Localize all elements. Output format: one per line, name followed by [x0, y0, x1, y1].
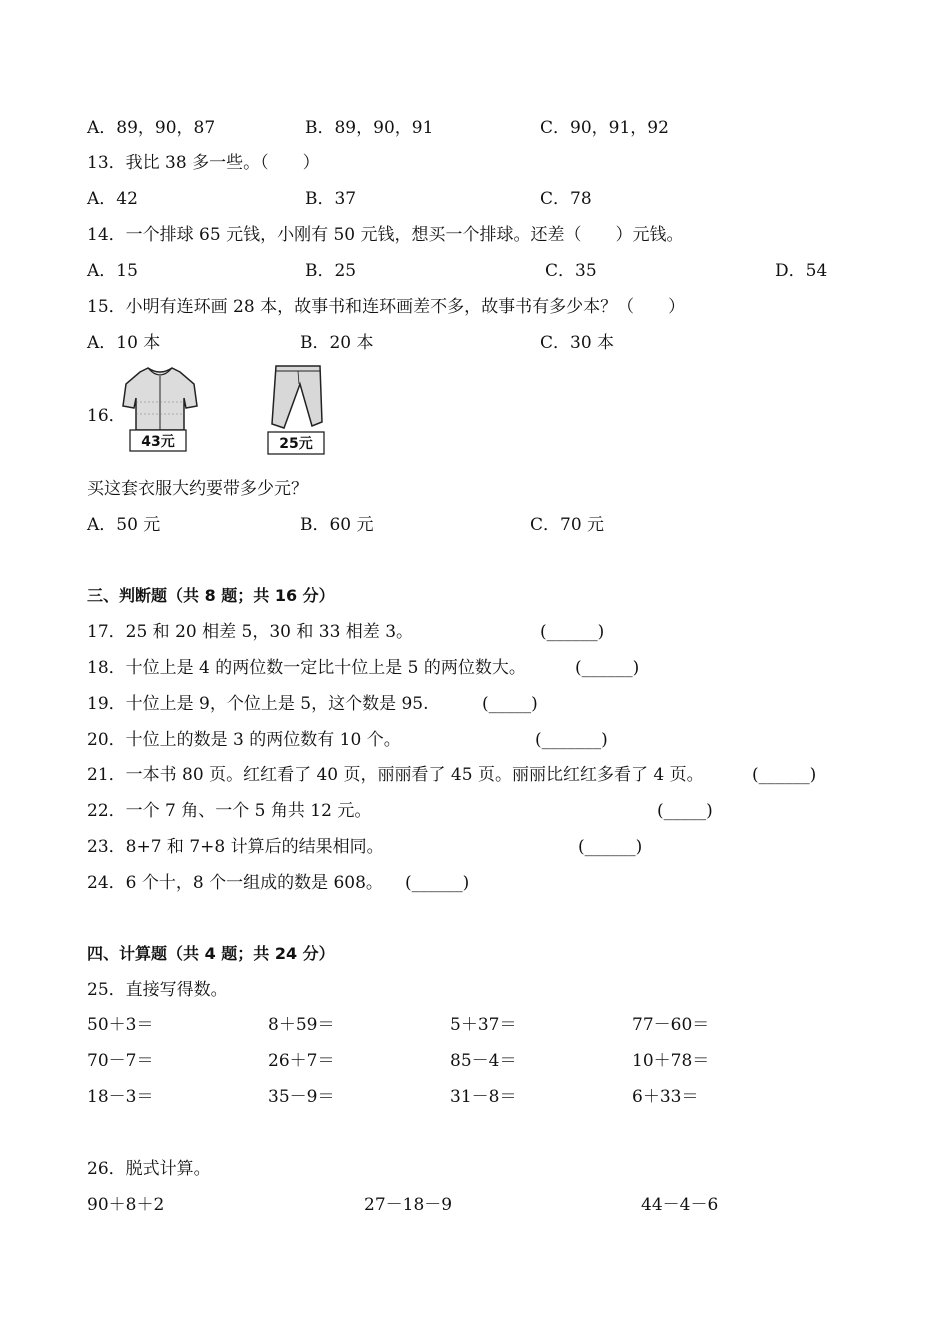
q22-blank: (_____)	[657, 801, 713, 821]
q22-text: 22．一个 7 角、一个 5 角共 12 元。	[87, 801, 372, 821]
q14-option-b: B．25	[305, 261, 357, 281]
q12-option-c: C．90，91，92	[540, 118, 669, 138]
q14-option-c: C．35	[545, 261, 597, 281]
q21-text: 21．一本书 80 页。红红看了 40 页，丽丽看了 45 页。丽丽比红红多看了 4 页。	[87, 765, 704, 785]
q16-option-a: A．50 元	[87, 515, 161, 535]
q20-text: 20．十位上的数是 3 的两位数有 10 个。	[87, 730, 401, 750]
q23-text: 23．8+7 和 7+8 计算后的结果相同。	[87, 837, 384, 857]
q23-blank: (______)	[578, 837, 643, 857]
calc-item: 77－60＝	[632, 1015, 710, 1035]
q25-stem: 25．直接写得数。	[87, 980, 228, 1000]
q18-text: 18．十位上是 4 的两位数一定比十位上是 5 的两位数大。	[87, 658, 526, 678]
section3-title: 三、判断题（共 8 题；共 16 分）	[87, 586, 335, 605]
calc-item: 18－3＝	[87, 1087, 154, 1107]
calc-item: 5＋37＝	[450, 1015, 517, 1035]
q21-blank: (______)	[752, 765, 817, 785]
q14-stem: 14．一个排球 65 元钱，小刚有 50 元钱，想买一个排球。还差（ ）元钱。	[87, 225, 684, 245]
q20-blank: (_______)	[535, 730, 608, 750]
q24-blank: (______)	[405, 873, 470, 893]
q16-number: 16．	[87, 406, 126, 426]
q13-option-a: A．42	[87, 189, 138, 209]
q14-option-a: A．15	[87, 261, 138, 281]
calc-item: 70－7＝	[87, 1051, 154, 1071]
section4-title: 四、计算题（共 4 题；共 24 分）	[87, 944, 335, 963]
q16-stem: 买这套衣服大约要带多少元？	[87, 479, 308, 499]
q26-item: 27－18－9	[364, 1195, 453, 1215]
q16-option-b: B．60 元	[300, 515, 374, 535]
q24-text: 24．6 个十，8 个一组成的数是 608。	[87, 873, 383, 893]
q19-text: 19．十位上是 9，个位上是 5，这个数是 95.	[87, 694, 429, 714]
q19-blank: (_____)	[482, 694, 538, 714]
shirt-illustration	[120, 362, 200, 454]
q15-option-b: B．20 本	[300, 333, 374, 353]
q15-option-c: C．30 本	[540, 333, 615, 353]
calc-item: 35－9＝	[268, 1087, 335, 1107]
q14-option-d: D．54	[775, 261, 828, 281]
q13-option-b: B．37	[305, 189, 357, 209]
q12-option-b: B．89，90，91	[305, 118, 434, 138]
q16-option-c: C．70 元	[530, 515, 605, 535]
q15-option-a: A．10 本	[87, 333, 161, 353]
calc-item: 26＋7＝	[268, 1051, 335, 1071]
q15-stem: 15．小明有连环画 28 本，故事书和连环画差不多，故事书有多少本？（ ）	[87, 297, 686, 317]
calc-item: 10＋78＝	[632, 1051, 710, 1071]
q17-text: 17．25 和 20 相差 5，30 和 33 相差 3。	[87, 622, 414, 642]
q17-blank: (______)	[540, 622, 605, 642]
q18-blank: (______)	[575, 658, 640, 678]
pants-illustration	[262, 362, 332, 458]
q13-option-c: C．78	[540, 189, 592, 209]
pants-price-label: 25元	[279, 436, 313, 452]
calc-item: 6＋33＝	[632, 1087, 699, 1107]
q13-stem: 13．我比 38 多一些。（ ）	[87, 153, 320, 173]
calc-item: 85－4＝	[450, 1051, 517, 1071]
q26-item: 90＋8＋2	[87, 1195, 165, 1215]
q26-stem: 26．脱式计算。	[87, 1159, 211, 1179]
q26-item: 44－4－6	[641, 1195, 719, 1215]
calc-item: 50＋3＝	[87, 1015, 154, 1035]
calc-item: 31－8＝	[450, 1087, 517, 1107]
shirt-price-label: 43元	[141, 434, 175, 450]
q12-option-a: A．89，90，87	[87, 118, 216, 138]
calc-item: 8＋59＝	[268, 1015, 335, 1035]
